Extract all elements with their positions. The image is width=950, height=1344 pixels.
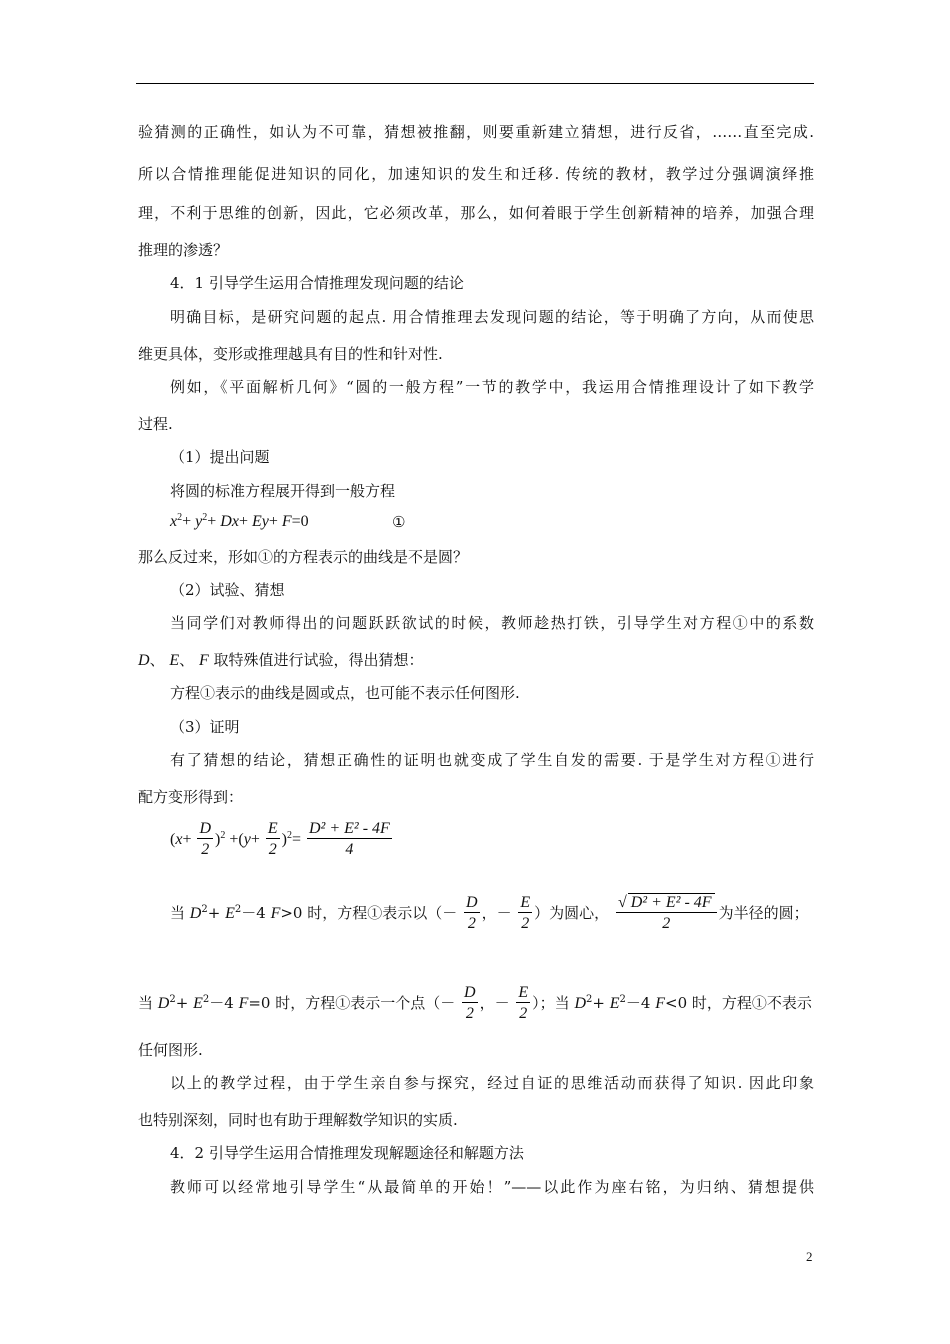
text-line: 那么反过来，形如①的方程表示的曲线是不是圆？	[138, 548, 469, 566]
section-heading-4-1: 4．1 引导学生运用合情推理发现问题的结论	[170, 274, 464, 292]
text-line: 方程①表示的曲线是圆或点，也可能不表示任何图形.	[170, 684, 520, 702]
step-heading-3: （3）证明	[170, 718, 240, 736]
text-line: 将圆的标准方程展开得到一般方程	[170, 482, 396, 500]
text-line: 有了猜想的结论，猜想正确性的证明也就变成了学生自发的需要. 于是学生对方程①进行	[170, 751, 814, 769]
step-heading-1: （1）提出问题	[170, 448, 270, 466]
text-line: 以上的教学过程，由于学生亲自参与探究，经过自证的思维活动而获得了知识. 因此印象	[170, 1074, 814, 1092]
text-line: 例如，《平面解析几何》“圆的一般方程”一节的教学中，我运用合情推理设计了如下教学	[170, 378, 814, 396]
page-number: 2	[806, 1249, 813, 1264]
text-line: 配方变形得到：	[138, 788, 244, 806]
step-heading-2: （2）试验、猜想	[170, 581, 285, 599]
text-line: 当同学们对教师得出的问题跃跃欲试的时候，教师趁热打铁，引导学生对方程①中的系数	[170, 614, 814, 632]
text-line: 所以合情推理能促进知识的同化，加速知识的发生和迁移. 传统的教材，教学过分强调演绎推	[138, 165, 814, 183]
case-circle-line: 当 $D^2+ E^2-4$ F>0 时，方程①表示以（－ $\frac{D}{2}$ ，－ $\frac{E}{2}$ ）为圆心， $\frac{\text{√ D² + E² - 4F}}{2}$ 为半径的圆；	[170, 893, 814, 935]
text-line: 明确目标，是研究问题的起点. 用合情推理去发现问题的结论，等于明确了方向，从而使思	[170, 308, 814, 326]
text-line: 教师可以经常地引导学生“从最简单的开始！”——以此作为座右铭，为归纳、猜想提供	[170, 1178, 814, 1196]
text-line: 推理的渗透？	[138, 241, 229, 259]
text-line: 也特别深刻，同时也有助于理解数学知识的实质.	[138, 1111, 458, 1129]
text-line: 任何图形.	[138, 1041, 203, 1059]
header-rule	[136, 83, 814, 84]
coefficient-line: D、 E、 F 取特殊值进行试验，得出猜想：	[138, 651, 424, 669]
equation-label: ①	[392, 513, 406, 531]
text-line: 过程.	[138, 415, 173, 433]
case-point-line: 当 $D^2+ E^2-4$ F=0 时，方程①表示一个点（－ $\frac{D}{2}$ ，－ $\frac{E}{2}$ ）；当 $D^2+ E^2-4$ F<0 时，方程①不表示	[138, 983, 814, 1025]
text-line: 理，不利于思维的创新，因此，它必须改革，那么，如何着眼于学生创新精神的培养，加强合理	[138, 204, 814, 222]
equation-2: (x+ $\frac{D}{2}$ )$^2$ +(y+ $\frac{E}{2}$ )$^2$= $\frac{\text{D² + E² - 4F}}{4}$	[170, 820, 814, 861]
section-heading-4-2: 4．2 引导学生运用合情推理发现解题途径和解题方法	[170, 1144, 524, 1162]
text-line: 验猜测的正确性，如认为不可靠，猜想被推翻，则要重新建立猜想，进行反省，……直至完成.	[138, 123, 814, 141]
text-line: 维更具体，变形或推理越具有目的性和针对性.	[138, 345, 443, 363]
equation-1: $x^2+ y^2+ Dx+ Ey+ F=0$ ①	[170, 512, 406, 531]
